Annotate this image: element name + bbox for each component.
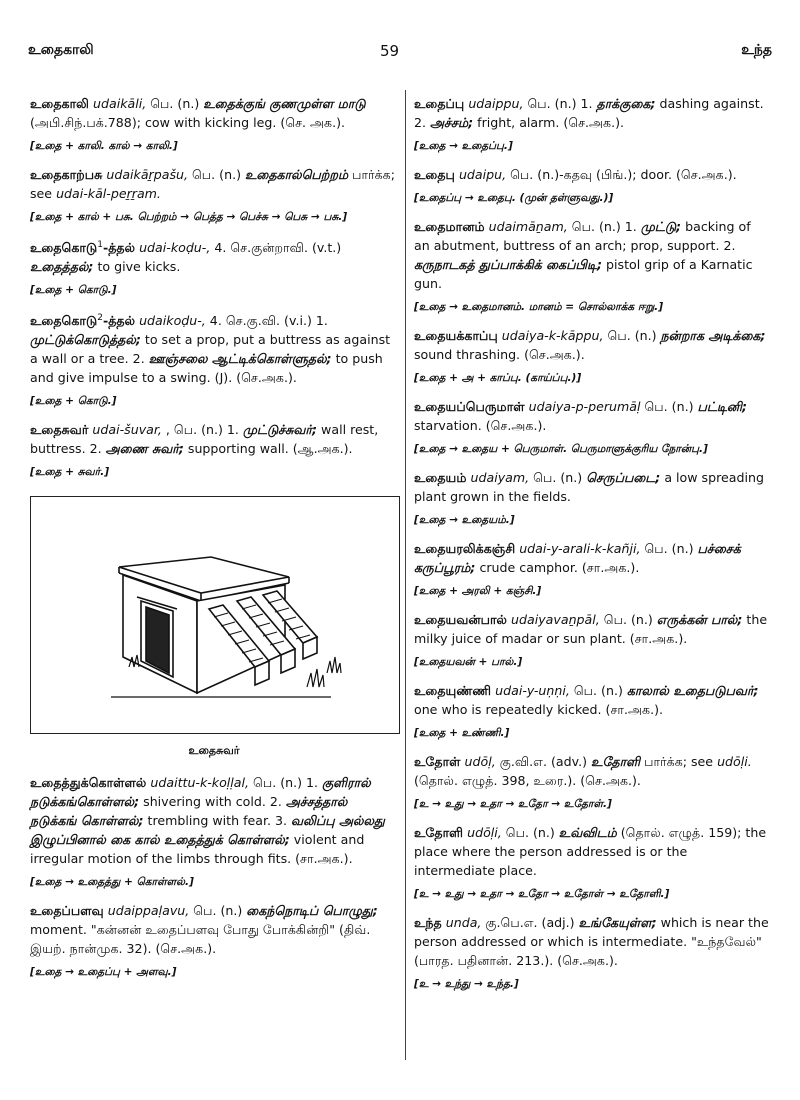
transliteration: udōḷ, bbox=[464, 754, 496, 769]
transliteration: udaipu, bbox=[458, 167, 507, 182]
tamil-definition: அணை சுவர்; bbox=[105, 441, 184, 457]
etymology: [உதை → உதையம்.] bbox=[414, 514, 515, 526]
entry-text: கு.வி.எ. (adv.) bbox=[495, 754, 592, 769]
dictionary-entry bbox=[30, 236, 398, 300]
entry-text: கு.பெ.எ. (adj.) bbox=[481, 915, 579, 930]
etymology: [உதை → உதைப்பு + அளவு.] bbox=[30, 966, 177, 979]
tamil-definition: பட்டினி; bbox=[697, 399, 748, 414]
entry-text: பெ. (n.) bbox=[569, 683, 627, 698]
tamil-definition: முட்டுக்கொடுத்தல்; bbox=[30, 332, 141, 348]
tamil-definition: வலிப்பு அல்லது இழுப்பினால் கை கால் உதைத்துக் கொள்ளல்; bbox=[30, 813, 385, 848]
entry-text: , பெ. (n.) 1. bbox=[161, 422, 243, 438]
buttress-wall-drawing bbox=[31, 497, 399, 733]
dictionary-entry bbox=[414, 326, 770, 388]
etymology: [உதையவன் + பால்.] bbox=[414, 656, 523, 668]
entry-text: பெ. (n.) 1. bbox=[249, 775, 323, 791]
transliteration: udōḷi, bbox=[467, 825, 502, 840]
headword: உதைகொடு bbox=[30, 313, 98, 329]
entry-text: sound thrashing. (செ.அக.). bbox=[414, 347, 585, 362]
entry-text: பார்க்க; see bbox=[640, 754, 718, 769]
entry-text: 4. செ.கு.வி. (v.i.) 1. bbox=[205, 313, 328, 329]
entry-text: பெ. (n.) 1. bbox=[523, 96, 597, 111]
headword: உதையவன்பால் bbox=[414, 612, 508, 627]
entry-text: பெ. (n.) bbox=[599, 612, 657, 627]
tamil-definition: ஊஞ்சலை ஆட்டிக்கொள்ளுதல்; bbox=[148, 351, 332, 367]
tamil-definition: முட்டு; bbox=[640, 219, 682, 234]
entry-text: one who is repeatedly kicked. (சா.அக.). bbox=[414, 702, 663, 717]
headword-suffix: -த்தல் bbox=[102, 313, 136, 329]
etymology: [உதை + சுவர்.] bbox=[30, 466, 110, 479]
dictionary-entry bbox=[30, 773, 398, 892]
entry-text: 4. செ.குன்றாவி. (v.t.) bbox=[210, 240, 342, 256]
etymology: [உதை + கால் + பசு. பெற்றம் → பெத்த → பெச்சு → பெசு → பசு.] bbox=[30, 211, 348, 223]
tamil-definition: காலால் உதைபடுபவர்; bbox=[626, 683, 759, 698]
tamil-definition: உதைக்குங் குணமுள்ள மாடு bbox=[203, 96, 366, 111]
headword: உதைகாற்பசு bbox=[30, 167, 103, 182]
etymology: [உதை + காலி. கால் → காலி.] bbox=[30, 140, 178, 152]
etymology: [உ → உது → உதா → உதோ → உதோள்.] bbox=[414, 798, 612, 810]
right-column bbox=[414, 94, 770, 1003]
homonym-number: 1 bbox=[97, 240, 103, 250]
entry-text: supporting wall. (ஆ.அக.). bbox=[183, 441, 353, 457]
transliteration: udai-šuvar, bbox=[92, 422, 162, 438]
dictionary-entry bbox=[414, 681, 770, 743]
dictionary-entry bbox=[414, 610, 770, 672]
tamil-definition: உவ்விடம் bbox=[558, 825, 617, 840]
dictionary-entry bbox=[414, 217, 770, 317]
tamil-definition: உதைத்தல்; bbox=[30, 259, 94, 275]
entry-text: பெ. (n.) bbox=[189, 903, 247, 919]
etymology: [உதை + கொடு.] bbox=[30, 284, 117, 297]
entry-text: பெ. (n.) bbox=[188, 167, 245, 182]
entry-text: பெ. (n.) bbox=[640, 541, 698, 556]
headword: உதைகொடு bbox=[30, 240, 98, 256]
figure-caption: உதைசுவர் bbox=[188, 744, 240, 758]
entry-text: trembling with fear. 3. bbox=[143, 813, 292, 829]
entry-text: பெ. (n.) bbox=[640, 399, 698, 414]
dictionary-entry bbox=[414, 397, 770, 459]
cross-reference: udai-kāl-peṟṟam. bbox=[56, 186, 161, 201]
entry-text: பெ. (n.)-கதவு (பிங்.); door. (செ.அக.). bbox=[506, 167, 737, 182]
tamil-definition: பச்சைக் கருப்பூரம்; bbox=[414, 541, 741, 575]
entry-text: பெ. (n.) bbox=[603, 328, 661, 343]
entry-text: பெ. (n.) 1. bbox=[567, 219, 641, 234]
entry-text: dashing against. 2. bbox=[414, 96, 764, 130]
headword: உதைகாலி bbox=[30, 96, 90, 111]
headword: உதையம் bbox=[414, 470, 467, 485]
etymology: [உதை + அ + காப்பு. (காய்ப்பு.)] bbox=[414, 372, 582, 384]
etymology: [உதை → உதைமானம். மானம் = சொல்லாக்க ஈறு.] bbox=[414, 301, 664, 313]
left-column bbox=[30, 94, 398, 991]
entry-text: (அபி.சிந்.பக்.788); cow with kicking leg. (செ. அக.). bbox=[30, 115, 346, 130]
entry-text: which is near the person addressed or which is intermediate. "உந்தவேல்" (பாரத. பதினான். 213.). (செ.அக.). bbox=[414, 915, 769, 968]
headword-suffix: -த்தல் bbox=[102, 240, 136, 256]
tamil-definition: உதோளி bbox=[591, 754, 641, 769]
entry-text: fright, alarm. (செ.அக.). bbox=[473, 115, 625, 130]
headword: உதைமானம் bbox=[414, 219, 485, 234]
etymology: [உ → உது → உதா → உதோ → உதோள் → உதோளி.] bbox=[414, 888, 670, 900]
transliteration: udaiya-p-perumāḷ bbox=[528, 399, 641, 414]
dictionary-entry bbox=[414, 823, 770, 904]
entry-text: பெ. (n.) bbox=[529, 470, 587, 485]
transliteration: udaippu, bbox=[468, 96, 524, 111]
cross-reference: udōḷi. bbox=[717, 754, 752, 769]
etymology: [உதை + உண்ணி.] bbox=[414, 727, 510, 739]
transliteration: udai-koḍu-, bbox=[139, 240, 211, 256]
entry-text: pistol grip of a Karnatic gun. bbox=[414, 257, 753, 291]
etymology: [உதை + அரலி + கஞ்சி.] bbox=[414, 585, 542, 597]
header-guide-word-left: உதைகாலி bbox=[28, 42, 94, 58]
page-header bbox=[0, 42, 800, 72]
headword: உதையுண்ணி bbox=[414, 683, 492, 698]
tamil-definition: எருக்கன் பால்; bbox=[656, 612, 743, 627]
tamil-definition: தாக்குகை; bbox=[596, 96, 656, 111]
tamil-definition: உங்கேயுள்ள; bbox=[578, 915, 657, 930]
tamil-definition: குளிரால் நடுக்கங்கொள்ளல்; bbox=[30, 775, 371, 810]
tamil-definition: கருநாடகத் துப்பாக்கிக் கைப்பிடி; bbox=[414, 257, 603, 272]
headword: உதையக்காப்பு bbox=[414, 328, 498, 343]
transliteration: udaimāṉam, bbox=[488, 219, 568, 234]
dictionary-entry bbox=[30, 420, 398, 482]
header-guide-word-right: உந்த bbox=[741, 42, 772, 58]
headword: உதையரலிக்கஞ்சி bbox=[414, 541, 516, 556]
entry-text: பெ. (n.) bbox=[146, 96, 204, 111]
tamil-definition: அச்சத்தால் நடுக்கங் கொள்ளல்; bbox=[30, 794, 348, 829]
entry-text: violent and irregular motion of the limbs through fits. (சா.அக.). bbox=[30, 832, 365, 867]
entry-text: the milky juice of madar or sun plant. (சா.அக.). bbox=[414, 612, 768, 646]
tamil-definition: அச்சம்; bbox=[430, 115, 474, 130]
entry-text: பெ. (n.) bbox=[501, 825, 559, 840]
headword: உதோள் bbox=[414, 754, 461, 769]
tamil-definition: முட்டுச்சுவர்; bbox=[242, 422, 318, 438]
entry-text: to push and give impulse to a swing. (J). (செ.அக.). bbox=[30, 351, 383, 386]
dictionary-entry bbox=[30, 901, 398, 982]
etymology: [உதை → உதைப்பு.] bbox=[414, 140, 513, 152]
column-divider bbox=[405, 90, 406, 1060]
dictionary-entry bbox=[30, 309, 398, 411]
entry-text: starvation. (செ.அக.). bbox=[414, 418, 547, 433]
headword: உதையப்பெருமாள் bbox=[414, 399, 525, 414]
tamil-definition: உதைகால்பெற்றம் bbox=[245, 167, 349, 182]
dictionary-entry bbox=[30, 94, 398, 156]
transliteration: udaikāli, bbox=[93, 96, 147, 111]
dictionary-entry bbox=[30, 165, 398, 227]
headword: உதைசுவர் bbox=[30, 422, 89, 438]
headword: உதைப்பு bbox=[414, 96, 465, 111]
entry-text: moment. "கன்னன் உதைப்பளவு போது போக்கின்றி" (திவ். இயற். நான்முக. 32). (செ.அக.). bbox=[30, 922, 371, 957]
dictionary-entry bbox=[414, 539, 770, 601]
entry-text: wall rest, buttress. 2. bbox=[30, 422, 379, 457]
headword: உந்த bbox=[414, 915, 442, 930]
transliteration: udaiya-k-kāppu, bbox=[501, 328, 604, 343]
headword: உதைத்துக்கொள்ளல் bbox=[30, 775, 147, 791]
transliteration: udaittu-k-koḷḷal, bbox=[150, 775, 250, 791]
entry-text: to set a prop, put a buttress as against a wall or a tree. 2. bbox=[30, 332, 391, 367]
buttress-wall-illustration bbox=[30, 496, 400, 734]
etymology: [உதை → உதைத்து + கொள்ளல்.] bbox=[30, 876, 194, 889]
entry-text: (தொல். எழுத். 398, உரை.). (செ.அக.). bbox=[414, 773, 641, 788]
dictionary-entry bbox=[414, 468, 770, 530]
tamil-definition: செருப்படை; bbox=[586, 470, 661, 485]
headword: உதைப்பளவு bbox=[30, 903, 104, 919]
etymology: [உதை → உதைய + பெருமாள். பெருமாளுக்குரிய நோன்பு.] bbox=[414, 443, 708, 455]
homonym-number: 2 bbox=[97, 313, 103, 324]
dictionary-entry bbox=[414, 94, 770, 156]
dictionary-entry bbox=[414, 913, 770, 994]
etymology: [உதைப்பு → உதைபு. (முன் தள்ளுவது.)] bbox=[414, 192, 614, 204]
transliteration: udaiyavaṉpāl, bbox=[511, 612, 600, 627]
tamil-definition: நன்றாக அடிக்கை; bbox=[660, 328, 766, 343]
entry-text: a low spreading plant grown in the fields. bbox=[414, 470, 764, 504]
entry-text: பார்க்க; see bbox=[30, 167, 395, 201]
dictionary-entry bbox=[414, 165, 770, 208]
transliteration: udaiyam, bbox=[470, 470, 530, 485]
transliteration: udaikāṟpašu, bbox=[106, 167, 188, 182]
etymology: [உதை + கொடு.] bbox=[30, 395, 117, 408]
dictionary-entry bbox=[414, 752, 770, 814]
transliteration: udai-y-arali-k-kañji, bbox=[519, 541, 641, 556]
transliteration: udaippaḷavu, bbox=[107, 903, 190, 919]
entry-text: shivering with cold. 2. bbox=[139, 794, 286, 810]
transliteration: udai-y-uṇṇi, bbox=[495, 683, 570, 698]
entry-text: (தொல். எழுத். 159); the place where the person addressed is or the intermediate place. bbox=[414, 825, 767, 878]
entry-text: backing of an abutment, buttress of an arch; prop, support. 2. bbox=[414, 219, 751, 253]
headword: உதோளி bbox=[414, 825, 464, 840]
etymology: [உ → உந்து → உந்த.] bbox=[414, 978, 519, 990]
entry-text: to give kicks. bbox=[93, 259, 181, 275]
transliteration: udaikoḍu-, bbox=[139, 313, 206, 329]
tamil-definition: கைந்நொடிப் பொழுது; bbox=[246, 903, 378, 919]
entry-text: crude camphor. (சா.அக.). bbox=[475, 560, 640, 575]
page-number: 59 bbox=[380, 42, 400, 60]
headword: உதைபு bbox=[414, 167, 455, 182]
transliteration: unda, bbox=[445, 915, 482, 930]
